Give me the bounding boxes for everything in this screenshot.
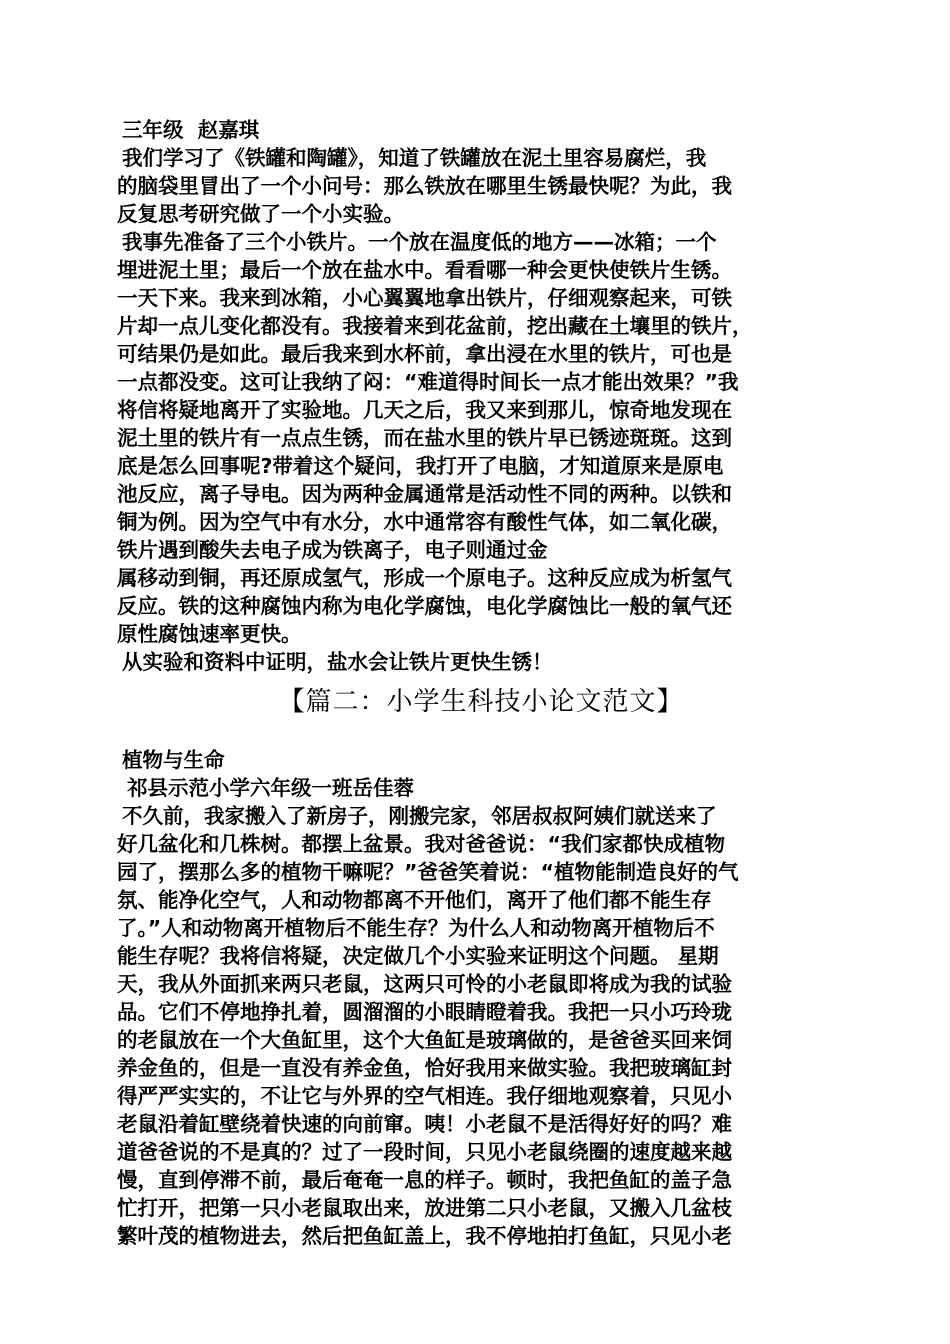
- paragraph-line: 慢，直到停滞不前，最后奄奄一息的样子。顿时，我把鱼缸的盖子急: [117, 1168, 732, 1192]
- paragraph-line: 天，我从外面抓来两只老鼠，这两只可怜的小老鼠即将成为我的试验: [117, 972, 732, 996]
- part1-author-line: 三年级 赵嘉琪: [122, 118, 260, 142]
- paragraph-line: 底是怎么回事呢?带着这个疑问，我打开了电脑，才知道原来是原电: [117, 454, 724, 478]
- part2-author-line: 祁县示范小学六年级一班岳佳蓉: [127, 776, 414, 800]
- paragraph-line: 老鼠沿着缸壁绕着快速的向前窜。咦！小老鼠不是活得好好的吗？难: [117, 1112, 732, 1136]
- paragraph-line: 养金鱼的，但是一直没有养金鱼，恰好我用来做实验。我把玻璃缸封: [117, 1056, 732, 1080]
- conclusion-line: 从实验和资料中证明，盐水会让铁片更快生锈！: [122, 650, 553, 674]
- paragraph-line: 我事先准备了三个小铁片。一个放在温度低的地方——冰箱；一个: [122, 230, 717, 254]
- paragraph-line: 原性腐蚀速率更快。: [117, 622, 302, 646]
- paragraph-line: 一天下来。我来到冰箱，小心翼翼地拿出铁片，仔细观察起来，可铁: [117, 286, 732, 310]
- paragraph-line: 好几盆化和几株树。都摆上盆景。我对爸爸说：“我们家都快成植物: [117, 832, 725, 856]
- paragraph-line: 道爸爸说的不是真的？过了一段时间，只见小老鼠绕圈的速度越来越: [117, 1140, 732, 1164]
- paragraph-line: 能生存呢？我将信将疑，决定做几个小实验来证明这个问题。 星期: [117, 944, 719, 968]
- paragraph-line: 品。它们不停地挣扎着，圆溜溜的小眼睛瞪着我。我把一只小巧玲珑: [117, 1000, 732, 1024]
- paragraph-line: 氛、能净化空气，人和动物都离不开他们，离开了他们都不能生存: [117, 888, 712, 912]
- paragraph-line: 将信将疑地离开了实验地。几天之后，我又来到那儿，惊奇地发现在: [117, 398, 732, 422]
- paragraph-line: 不久前，我家搬入了新房子，刚搬完家，邻居叔叔阿姨们就送来了: [122, 804, 717, 828]
- paragraph-line: 了。”人和动物离开植物后不能生存？为什么人和动物离开植物后不: [117, 916, 715, 940]
- document-body: [117, 116, 845, 1250]
- paragraph-line: 反应。铁的这种腐蚀内称为电化学腐蚀，电化学腐蚀比一般的氧气还: [117, 594, 732, 618]
- paragraph-line: 属移动到铜，再还原成氢气，形成一个原电子。这种反应成为析氢气: [117, 566, 732, 590]
- paragraph-line: 铁片遇到酸失去电子成为铁离子，电子则通过金: [117, 538, 548, 562]
- paragraph-line: 池反应，离子导电。因为两种金属通常是活动性不同的两种。以铁和: [117, 482, 732, 506]
- paragraph-line: 反复思考研究做了一个小实验。: [117, 202, 404, 226]
- paragraph-line: 一点都没变。这可让我纳了闷：“难道得时间长一点才能出效果？”我: [117, 370, 739, 394]
- paragraph-line: 片却一点儿变化都没有。我接着来到花盆前，挖出藏在土壤里的铁片，: [117, 314, 753, 338]
- paragraph-line: 的老鼠放在一个大鱼缸里，这个大鱼缸是玻璃做的，是爸爸买回来饲: [117, 1028, 732, 1052]
- paragraph-line: 铜为例。因为空气中有水分，水中通常容有酸性气体，如二氧化碳，: [117, 510, 732, 534]
- paragraph-line: 忙打开，把第一只小老鼠取出来，放进第二只小老鼠，又搬入几盆枝: [117, 1196, 732, 1220]
- paragraph-line: 可结果仍是如此。最后我来到水杯前，拿出浸在水里的铁片，可也是: [117, 342, 732, 366]
- paragraph-line: 得严严实实的，不让它与外界的空气相连。我仔细地观察着，只见小: [117, 1084, 732, 1108]
- paragraph-line: 园了，摆那么多的植物干嘛呢？”爸爸笑着说：“植物能制造良好的气: [117, 860, 739, 884]
- paragraph-line: 的脑袋里冒出了一个小问号：那么铁放在哪里生锈最快呢？为此，我: [117, 174, 732, 198]
- section-title: 【篇二：小学生科技小论文范文】: [278, 687, 684, 717]
- paragraph-line: 埋进泥土里；最后一个放在盐水中。看看哪一种会更快使铁片生锈。: [117, 258, 732, 282]
- paragraph-line: 泥土里的铁片有一点点生锈，而在盐水里的铁片早已锈迹斑斑。这到: [117, 426, 732, 450]
- paragraph-line: 我们学习了《铁罐和陶罐》，知道了铁罐放在泥土里容易腐烂，我: [122, 146, 707, 170]
- article-title: 植物与生命: [122, 748, 225, 772]
- paragraph-line: 繁叶茂的植物进去，然后把鱼缸盖上，我不停地拍打鱼缸，只见小老: [117, 1224, 732, 1248]
